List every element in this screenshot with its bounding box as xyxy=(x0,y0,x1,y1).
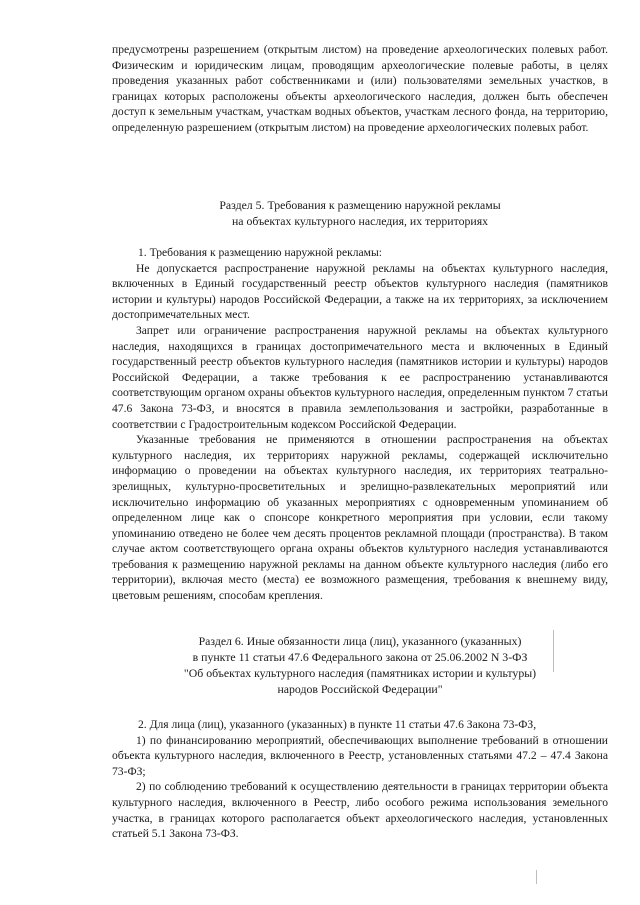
section-6-title-line-4: народов Российской Федерации" xyxy=(277,682,443,696)
section-6-item-2-heading: 2. Для лица (лиц), указанного (указанных) в пункте 11 статьи 47.6 Закона 73-ФЗ, xyxy=(138,718,537,731)
section-6-item-2: 2) по соблюдению требований к осуществлению деятельности в границах территории объекта культурного наследия, включенного в Реестр, либо особого режима использования земельного участка, в границах которого располагается объект археологического наследия, установленных статьей 5.1 Закона 73-ФЗ. xyxy=(112,780,608,841)
section-5-paragraph-3: Указанные требования не применяются в отношении распространения на объектах культурного наследия, их территориях наружной рекламы, содержащей исключительно информацию о проведении на объектах культурного наследия, их территориях театрально-зрелищных, культурно-просветительных и зрелищно-развлекательных мероприятий или исключительно информацию об указанных мероприятиях с одновременным упоминанием об определенном лице как о спонсоре конкретного мероприятия при условии, если такому упоминанию отведено не более чем десять процентов рекламной площади (пространства). В таком случае актом соответствующего органа охраны объектов культурного наследия устанавливаются требования к размещению наружной рекламы на данном объекте культурного наследия (либо его территории), включая место (места) ее возможного размещения, требования к внешнему виду, цветовым решениям, способам крепления. xyxy=(112,433,608,603)
section-5-paragraph-2: Запрет или ограничение распространения наружной рекламы на объектах культурного наследия, находящихся в границах достопримечательного места и включенных в Единый государственный реестр объектов культурного наследия (памятников истории и культуры) народов Российской Федерации, а также требования к ее распространению устанавливаются соответствующим органом охраны объектов культурного наследия, определенным пунктом 7 статьи 47.6 Закона 73-ФЗ, и вносятся в правила землепользования и застройки, разработанные в соответствии с Градостроительным кодексом Российской Федерации. xyxy=(112,323,608,431)
section-5-item-1-heading: 1. Требования к размещению наружной рекламы: xyxy=(138,246,383,259)
section-6-title-line-1: Раздел 6. Иные обязанности лица (лиц), указанного (указанных) xyxy=(198,634,522,648)
section-6-item-1: 1) по финансированию мероприятий, обеспечивающих выполнение требований в отношении объекта культурного наследия, включенного в Реестр, установленных статьями 47.2 – 47.4 Закона 73-ФЗ; xyxy=(112,733,608,778)
scan-edge-mark xyxy=(536,870,537,884)
section-6-title-line-3: "Об объектах культурного наследия (памятниках истории и культуры) xyxy=(183,666,537,680)
section-5-title-line-2: на объектах культурного наследия, их территориях xyxy=(231,214,489,228)
section-5-body xyxy=(112,245,608,604)
section-6-body xyxy=(112,717,608,842)
intro-paragraph xyxy=(112,42,608,136)
section-5-title xyxy=(112,197,608,229)
section-6-title xyxy=(112,633,608,697)
section-6-title-line-2: в пункте 11 статьи 47.6 Федерального закона от 25.06.2002 N 3-ФЗ xyxy=(192,650,528,664)
section-5-title-line-1: Раздел 5. Требования к размещению наружной рекламы xyxy=(219,198,501,212)
scan-edge-mark xyxy=(553,630,554,672)
section-5-paragraph-1: Не допускается распространение наружной рекламы на объектах культурного наследия, включенных в Единый государственный реестр объектов культурного наследия (памятников истории и культуры) народов Российской Федерации, а также на их территориях, за исключением достопримечательных мест. xyxy=(112,261,608,322)
intro-paragraph-text: предусмотрены разрешением (открытым листом) на проведение археологических полевых работ. Физическим и юридическим лицам, проводящим археологические полевые работы, в целях проведения указанных работ собственниками и (или) пользователями земельных участков, в границах которых расположены объекты археологического наследия, должен быть обеспечен доступ к земельным участкам, участкам водных объектов, участкам лесного фонда, на территорию, определенную разрешением (открытым листом) на проведение археологических полевых работ. xyxy=(112,43,608,134)
